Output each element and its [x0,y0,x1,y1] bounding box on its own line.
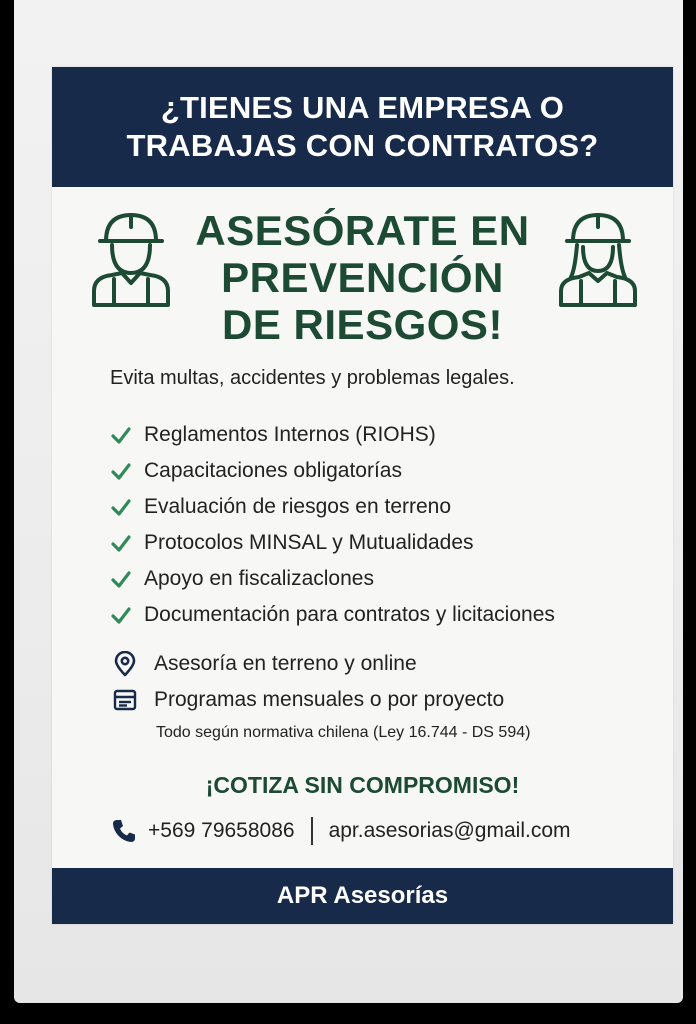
calendar-card-icon [112,687,138,713]
brand-name: APR Asesorías [276,882,449,909]
headline-line-2: PREVENCIÓN [221,254,504,301]
location-text: Asesoría en terreno y online [154,652,417,675]
top-banner [52,67,673,187]
service-item [110,417,670,453]
programs-row [112,687,504,713]
service-item [110,597,670,633]
check-icon [110,532,132,554]
contact-row [110,817,571,845]
check-icon [110,496,132,518]
photo-background [14,0,683,1003]
service-label: Documentación para contratos y licitaciones [144,603,555,626]
location-row [112,651,417,677]
top-banner-line-2: TRABAJAS CON CONTRATOS? [126,128,599,163]
services-checklist [110,417,670,633]
programs-text: Programas mensuales o por proyecto [154,688,505,711]
service-item [110,561,670,597]
location-pin-icon [112,651,138,677]
bottom-banner [52,868,673,924]
headline-line-3: DE RIESGOS! [222,301,503,348]
service-item [110,489,670,525]
cta-text: ¡COTIZA SIN COMPROMISO! [205,772,520,798]
phone-icon [110,817,138,845]
flyer [52,67,673,924]
check-icon [110,460,132,482]
service-label: Protocolos MINSAL y Mutualidades [144,531,474,554]
check-icon [110,604,132,626]
headline [52,207,673,348]
service-label: Reglamentos Internos (RIOHS) [144,423,436,446]
contact-divider [311,817,313,845]
headline-line-1: ASESÓRATE EN [195,207,530,254]
service-label: Capacitaciones obligatorías [144,459,402,482]
email-address[interactable]: apr.asesorias@gmail.com [328,819,571,842]
service-label: Evaluación de riesgos en terreno [144,495,452,518]
top-banner-line-1: ¿TIENES UNA EMPRESA O [160,90,565,125]
service-item [110,525,670,561]
phone-number[interactable]: +569 79658086 [148,819,295,842]
service-item [110,453,670,489]
legal-note: Todo según normativa chilena (Ley 16.744 - DS 594) [156,724,531,741]
service-label: Apoyo en fiscalizaclones [144,567,374,590]
check-icon [110,424,132,446]
check-icon [110,568,132,590]
subtitle: Evita multas, accidentes y problemas legales. [110,367,515,389]
